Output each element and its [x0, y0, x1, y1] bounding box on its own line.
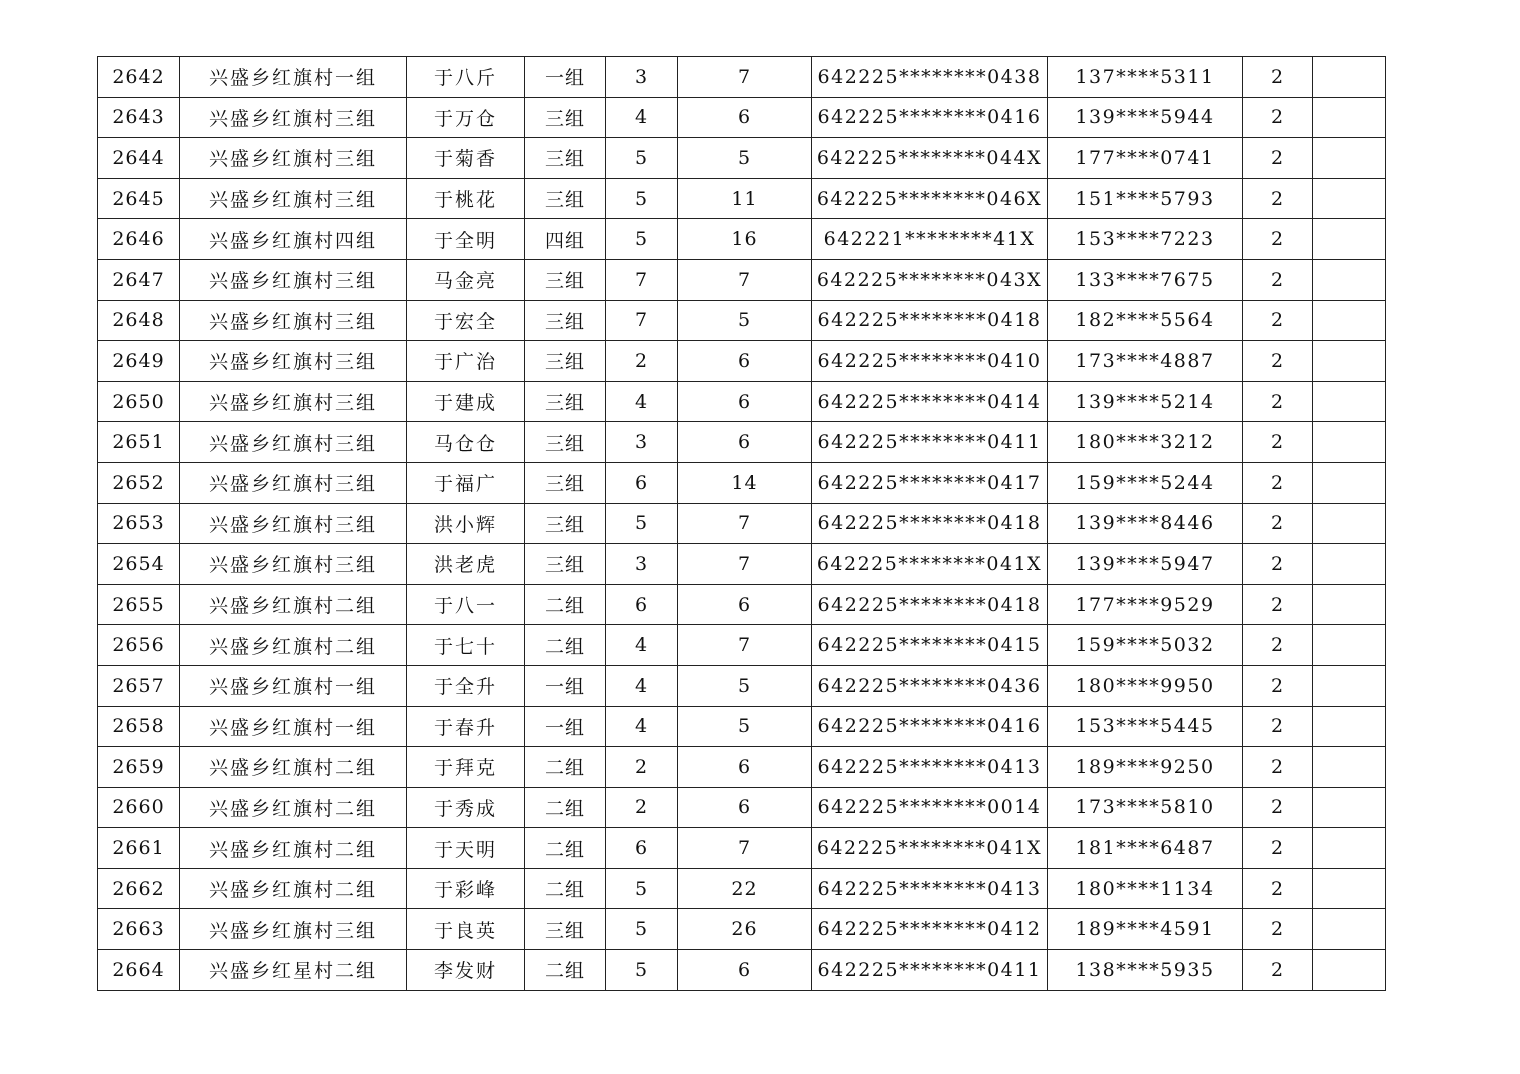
- remarks-cell: [1313, 462, 1386, 503]
- table-row: [98, 138, 1386, 179]
- row-number-cell: 2664: [98, 950, 180, 991]
- name-cell: 于彩峰: [407, 868, 525, 909]
- household-size-cell: 4: [606, 97, 678, 138]
- remarks-cell: [1313, 503, 1386, 544]
- table-row: [98, 503, 1386, 544]
- phone-cell: 173****4887: [1048, 341, 1243, 382]
- quantity-cell: 2: [1243, 787, 1313, 828]
- group-cell: 三组: [525, 178, 606, 219]
- quantity-cell: 2: [1243, 219, 1313, 260]
- id-number-cell: 642225********0414: [812, 381, 1048, 422]
- row-number-cell: 2661: [98, 828, 180, 869]
- phone-cell: 139****5947: [1048, 544, 1243, 585]
- group-cell: 一组: [525, 665, 606, 706]
- table-row: [98, 178, 1386, 219]
- group-cell: 三组: [525, 422, 606, 463]
- group-cell: 三组: [525, 909, 606, 950]
- quantity-cell: 2: [1243, 503, 1313, 544]
- household-size-cell: 4: [606, 665, 678, 706]
- phone-cell: 159****5032: [1048, 625, 1243, 666]
- count-cell: 6: [678, 584, 812, 625]
- address-cell: 兴盛乡红旗村三组: [180, 462, 407, 503]
- row-number-cell: 2649: [98, 341, 180, 382]
- remarks-cell: [1313, 138, 1386, 179]
- count-cell: 6: [678, 422, 812, 463]
- remarks-cell: [1313, 57, 1386, 98]
- quantity-cell: 2: [1243, 747, 1313, 788]
- row-number-cell: 2662: [98, 868, 180, 909]
- id-number-cell: 642225********0418: [812, 503, 1048, 544]
- table-row: [98, 828, 1386, 869]
- id-number-cell: 642225********0413: [812, 747, 1048, 788]
- row-number-cell: 2660: [98, 787, 180, 828]
- name-cell: 于天明: [407, 828, 525, 869]
- table-row: [98, 950, 1386, 991]
- quantity-cell: 2: [1243, 138, 1313, 179]
- count-cell: 16: [678, 219, 812, 260]
- id-number-cell: 642225********044X: [812, 138, 1048, 179]
- count-cell: 6: [678, 97, 812, 138]
- quantity-cell: 2: [1243, 665, 1313, 706]
- count-cell: 5: [678, 706, 812, 747]
- count-cell: 6: [678, 950, 812, 991]
- name-cell: 于良英: [407, 909, 525, 950]
- count-cell: 7: [678, 57, 812, 98]
- row-number-cell: 2651: [98, 422, 180, 463]
- row-number-cell: 2655: [98, 584, 180, 625]
- phone-cell: 139****5944: [1048, 97, 1243, 138]
- household-size-cell: 5: [606, 503, 678, 544]
- id-number-cell: 642225********043X: [812, 259, 1048, 300]
- id-number-cell: 642225********041X: [812, 544, 1048, 585]
- count-cell: 7: [678, 625, 812, 666]
- count-cell: 7: [678, 503, 812, 544]
- phone-cell: 177****0741: [1048, 138, 1243, 179]
- remarks-cell: [1313, 341, 1386, 382]
- phone-cell: 133****7675: [1048, 259, 1243, 300]
- name-cell: 于广治: [407, 341, 525, 382]
- phone-cell: 138****5935: [1048, 950, 1243, 991]
- remarks-cell: [1313, 909, 1386, 950]
- household-size-cell: 3: [606, 544, 678, 585]
- household-size-cell: 6: [606, 584, 678, 625]
- name-cell: 马仓仓: [407, 422, 525, 463]
- address-cell: 兴盛乡红旗村三组: [180, 259, 407, 300]
- group-cell: 一组: [525, 706, 606, 747]
- address-cell: 兴盛乡红旗村三组: [180, 341, 407, 382]
- id-number-cell: 642225********0418: [812, 584, 1048, 625]
- quantity-cell: 2: [1243, 706, 1313, 747]
- quantity-cell: 2: [1243, 868, 1313, 909]
- quantity-cell: 2: [1243, 57, 1313, 98]
- row-number-cell: 2659: [98, 747, 180, 788]
- count-cell: 6: [678, 747, 812, 788]
- phone-cell: 153****7223: [1048, 219, 1243, 260]
- quantity-cell: 2: [1243, 422, 1313, 463]
- count-cell: 5: [678, 665, 812, 706]
- household-size-cell: 7: [606, 259, 678, 300]
- name-cell: 于春升: [407, 706, 525, 747]
- quantity-cell: 2: [1243, 950, 1313, 991]
- table-row: [98, 341, 1386, 382]
- quantity-cell: 2: [1243, 300, 1313, 341]
- household-size-cell: 5: [606, 868, 678, 909]
- name-cell: 于宏全: [407, 300, 525, 341]
- remarks-cell: [1313, 422, 1386, 463]
- count-cell: 5: [678, 138, 812, 179]
- id-number-cell: 642225********0416: [812, 97, 1048, 138]
- group-cell: 三组: [525, 97, 606, 138]
- count-cell: 5: [678, 300, 812, 341]
- quantity-cell: 2: [1243, 584, 1313, 625]
- address-cell: 兴盛乡红旗村三组: [180, 544, 407, 585]
- quantity-cell: 2: [1243, 828, 1313, 869]
- count-cell: 7: [678, 544, 812, 585]
- phone-cell: 159****5244: [1048, 462, 1243, 503]
- row-number-cell: 2648: [98, 300, 180, 341]
- id-number-cell: 642225********0412: [812, 909, 1048, 950]
- household-size-cell: 2: [606, 787, 678, 828]
- row-number-cell: 2658: [98, 706, 180, 747]
- table-row: [98, 422, 1386, 463]
- row-number-cell: 2663: [98, 909, 180, 950]
- group-cell: 三组: [525, 381, 606, 422]
- address-cell: 兴盛乡红旗村二组: [180, 828, 407, 869]
- remarks-cell: [1313, 259, 1386, 300]
- count-cell: 7: [678, 259, 812, 300]
- row-number-cell: 2644: [98, 138, 180, 179]
- roster-table-body: [98, 57, 1386, 991]
- id-number-cell: 642225********0014: [812, 787, 1048, 828]
- group-cell: 二组: [525, 747, 606, 788]
- table-row: [98, 544, 1386, 585]
- id-number-cell: 642225********046X: [812, 178, 1048, 219]
- group-cell: 四组: [525, 219, 606, 260]
- row-number-cell: 2653: [98, 503, 180, 544]
- remarks-cell: [1313, 625, 1386, 666]
- group-cell: 三组: [525, 138, 606, 179]
- group-cell: 二组: [525, 868, 606, 909]
- name-cell: 于全升: [407, 665, 525, 706]
- household-size-cell: 7: [606, 300, 678, 341]
- phone-cell: 180****3212: [1048, 422, 1243, 463]
- table-row: [98, 625, 1386, 666]
- household-size-cell: 5: [606, 219, 678, 260]
- quantity-cell: 2: [1243, 462, 1313, 503]
- phone-cell: 177****9529: [1048, 584, 1243, 625]
- count-cell: 7: [678, 828, 812, 869]
- address-cell: 兴盛乡红旗村二组: [180, 625, 407, 666]
- table-row: [98, 97, 1386, 138]
- table-row: [98, 787, 1386, 828]
- table-row: [98, 300, 1386, 341]
- table-row: [98, 219, 1386, 260]
- address-cell: 兴盛乡红旗村二组: [180, 868, 407, 909]
- address-cell: 兴盛乡红旗村二组: [180, 787, 407, 828]
- address-cell: 兴盛乡红旗村二组: [180, 747, 407, 788]
- count-cell: 22: [678, 868, 812, 909]
- row-number-cell: 2656: [98, 625, 180, 666]
- id-number-cell: 642225********041X: [812, 828, 1048, 869]
- id-number-cell: 642225********0415: [812, 625, 1048, 666]
- phone-cell: 182****5564: [1048, 300, 1243, 341]
- household-size-cell: 4: [606, 381, 678, 422]
- row-number-cell: 2657: [98, 665, 180, 706]
- phone-cell: 189****9250: [1048, 747, 1243, 788]
- table-row: [98, 259, 1386, 300]
- table-row: [98, 868, 1386, 909]
- address-cell: 兴盛乡红旗村三组: [180, 138, 407, 179]
- id-number-cell: 642221********41X: [812, 219, 1048, 260]
- row-number-cell: 2652: [98, 462, 180, 503]
- name-cell: 于菊香: [407, 138, 525, 179]
- address-cell: 兴盛乡红旗村四组: [180, 219, 407, 260]
- remarks-cell: [1313, 787, 1386, 828]
- group-cell: 二组: [525, 625, 606, 666]
- quantity-cell: 2: [1243, 341, 1313, 382]
- group-cell: 三组: [525, 341, 606, 382]
- name-cell: 于八斤: [407, 57, 525, 98]
- name-cell: 李发财: [407, 950, 525, 991]
- household-size-cell: 3: [606, 422, 678, 463]
- household-size-cell: 6: [606, 828, 678, 869]
- household-size-cell: 2: [606, 747, 678, 788]
- name-cell: 于全明: [407, 219, 525, 260]
- household-size-cell: 4: [606, 625, 678, 666]
- address-cell: 兴盛乡红旗村三组: [180, 422, 407, 463]
- name-cell: 于建成: [407, 381, 525, 422]
- id-number-cell: 642225********0411: [812, 950, 1048, 991]
- row-number-cell: 2642: [98, 57, 180, 98]
- name-cell: 于桃花: [407, 178, 525, 219]
- quantity-cell: 2: [1243, 259, 1313, 300]
- name-cell: 洪老虎: [407, 544, 525, 585]
- household-size-cell: 5: [606, 909, 678, 950]
- count-cell: 11: [678, 178, 812, 219]
- id-number-cell: 642225********0411: [812, 422, 1048, 463]
- remarks-cell: [1313, 706, 1386, 747]
- count-cell: 6: [678, 787, 812, 828]
- quantity-cell: 2: [1243, 97, 1313, 138]
- row-number-cell: 2650: [98, 381, 180, 422]
- household-size-cell: 5: [606, 178, 678, 219]
- phone-cell: 180****9950: [1048, 665, 1243, 706]
- address-cell: 兴盛乡红旗村一组: [180, 706, 407, 747]
- row-number-cell: 2646: [98, 219, 180, 260]
- group-cell: 三组: [525, 544, 606, 585]
- address-cell: 兴盛乡红星村二组: [180, 950, 407, 991]
- phone-cell: 137****5311: [1048, 57, 1243, 98]
- quantity-cell: 2: [1243, 625, 1313, 666]
- address-cell: 兴盛乡红旗村三组: [180, 97, 407, 138]
- id-number-cell: 642225********0436: [812, 665, 1048, 706]
- address-cell: 兴盛乡红旗村三组: [180, 178, 407, 219]
- household-size-cell: 4: [606, 706, 678, 747]
- phone-cell: 151****5793: [1048, 178, 1243, 219]
- group-cell: 一组: [525, 57, 606, 98]
- id-number-cell: 642225********0413: [812, 868, 1048, 909]
- phone-cell: 139****8446: [1048, 503, 1243, 544]
- phone-cell: 180****1134: [1048, 868, 1243, 909]
- group-cell: 二组: [525, 787, 606, 828]
- remarks-cell: [1313, 219, 1386, 260]
- phone-cell: 189****4591: [1048, 909, 1243, 950]
- address-cell: 兴盛乡红旗村一组: [180, 665, 407, 706]
- address-cell: 兴盛乡红旗村三组: [180, 381, 407, 422]
- phone-cell: 153****5445: [1048, 706, 1243, 747]
- id-number-cell: 642225********0418: [812, 300, 1048, 341]
- name-cell: 马金亮: [407, 259, 525, 300]
- household-size-cell: 3: [606, 57, 678, 98]
- table-row: [98, 57, 1386, 98]
- name-cell: 于七十: [407, 625, 525, 666]
- table-row: [98, 909, 1386, 950]
- group-cell: 二组: [525, 584, 606, 625]
- phone-cell: 181****6487: [1048, 828, 1243, 869]
- remarks-cell: [1313, 178, 1386, 219]
- household-size-cell: 5: [606, 950, 678, 991]
- address-cell: 兴盛乡红旗村三组: [180, 909, 407, 950]
- name-cell: 洪小辉: [407, 503, 525, 544]
- name-cell: 于八一: [407, 584, 525, 625]
- table-row: [98, 706, 1386, 747]
- row-number-cell: 2643: [98, 97, 180, 138]
- group-cell: 二组: [525, 828, 606, 869]
- table-row: [98, 584, 1386, 625]
- count-cell: 6: [678, 341, 812, 382]
- group-cell: 三组: [525, 503, 606, 544]
- table-row: [98, 665, 1386, 706]
- count-cell: 14: [678, 462, 812, 503]
- group-cell: 二组: [525, 950, 606, 991]
- group-cell: 三组: [525, 300, 606, 341]
- table-row: [98, 747, 1386, 788]
- remarks-cell: [1313, 665, 1386, 706]
- roster-table: [97, 56, 1386, 991]
- id-number-cell: 642225********0417: [812, 462, 1048, 503]
- quantity-cell: 2: [1243, 381, 1313, 422]
- remarks-cell: [1313, 381, 1386, 422]
- group-cell: 三组: [525, 462, 606, 503]
- id-number-cell: 642225********0416: [812, 706, 1048, 747]
- name-cell: 于拜克: [407, 747, 525, 788]
- remarks-cell: [1313, 747, 1386, 788]
- count-cell: 6: [678, 381, 812, 422]
- phone-cell: 139****5214: [1048, 381, 1243, 422]
- quantity-cell: 2: [1243, 544, 1313, 585]
- name-cell: 于万仓: [407, 97, 525, 138]
- household-size-cell: 5: [606, 138, 678, 179]
- address-cell: 兴盛乡红旗村三组: [180, 300, 407, 341]
- address-cell: 兴盛乡红旗村一组: [180, 57, 407, 98]
- row-number-cell: 2654: [98, 544, 180, 585]
- remarks-cell: [1313, 97, 1386, 138]
- table-row: [98, 462, 1386, 503]
- quantity-cell: 2: [1243, 178, 1313, 219]
- address-cell: 兴盛乡红旗村二组: [180, 584, 407, 625]
- row-number-cell: 2645: [98, 178, 180, 219]
- remarks-cell: [1313, 584, 1386, 625]
- household-size-cell: 6: [606, 462, 678, 503]
- group-cell: 三组: [525, 259, 606, 300]
- address-cell: 兴盛乡红旗村三组: [180, 503, 407, 544]
- id-number-cell: 642225********0438: [812, 57, 1048, 98]
- name-cell: 于秀成: [407, 787, 525, 828]
- count-cell: 26: [678, 909, 812, 950]
- remarks-cell: [1313, 544, 1386, 585]
- row-number-cell: 2647: [98, 259, 180, 300]
- quantity-cell: 2: [1243, 909, 1313, 950]
- table-row: [98, 381, 1386, 422]
- phone-cell: 173****5810: [1048, 787, 1243, 828]
- household-size-cell: 2: [606, 341, 678, 382]
- remarks-cell: [1313, 828, 1386, 869]
- id-number-cell: 642225********0410: [812, 341, 1048, 382]
- remarks-cell: [1313, 950, 1386, 991]
- remarks-cell: [1313, 868, 1386, 909]
- name-cell: 于福广: [407, 462, 525, 503]
- remarks-cell: [1313, 300, 1386, 341]
